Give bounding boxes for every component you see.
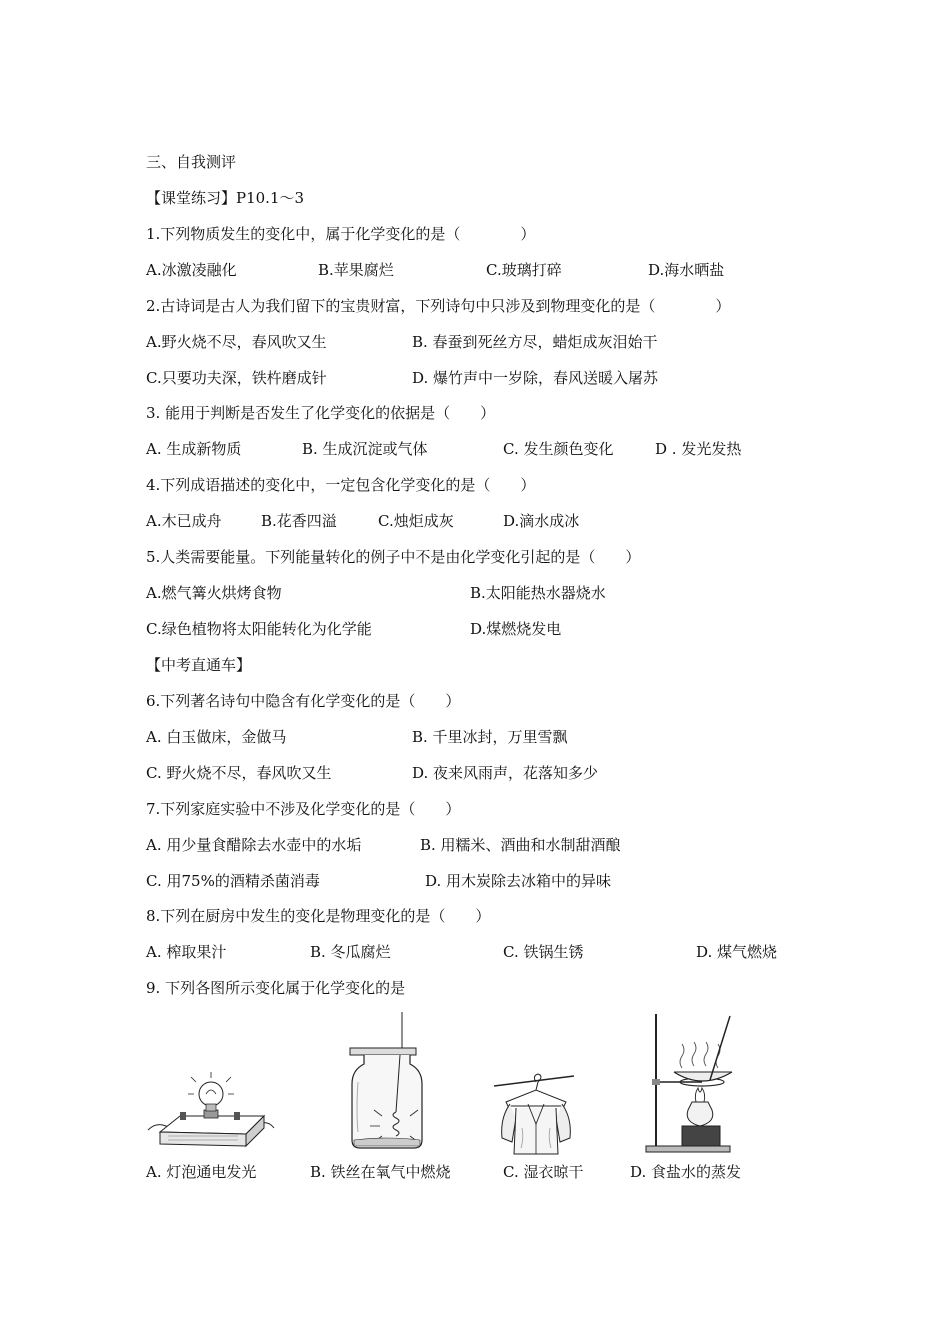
question-4-stem: 4.下列成语描述的变化中，一定包含化学变化的是（ ）: [146, 476, 536, 494]
question-5-option-c[interactable]: C.绿色植物将太阳能转化为化学能: [146, 620, 372, 638]
question-3-option-d[interactable]: D . 发光发热: [655, 440, 742, 458]
question-5-option-b[interactable]: B.太阳能热水器烧水: [470, 584, 606, 602]
question-1-option-a[interactable]: A.冰激凌融化: [146, 261, 237, 279]
question-8-option-d[interactable]: D. 煤气燃烧: [696, 943, 778, 961]
question-4-option-a[interactable]: A.木已成舟: [146, 512, 222, 530]
question-6-option-d[interactable]: D. 夜来风雨声，花落知多少: [412, 764, 599, 782]
question-7-option-a[interactable]: A. 用少量食醋除去水壶中的水垢: [146, 836, 362, 854]
question-5-option-a[interactable]: A.燃气篝火烘烤食物: [146, 584, 282, 602]
question-1-option-c[interactable]: C.玻璃打碎: [486, 261, 562, 279]
question-7-option-b[interactable]: B. 用糯米、酒曲和水制甜酒酿: [420, 836, 621, 854]
section-title: 三、自我测评: [146, 153, 237, 171]
question-8-stem: 8.下列在厨房中发生的变化是物理变化的是（ ）: [146, 907, 491, 925]
evaporating-salt-water-figure: [640, 1010, 750, 1155]
question-5-stem: 5.人类需要能量。下列能量转化的例子中不是由化学变化引起的是（ ）: [146, 548, 641, 566]
question-3-option-a[interactable]: A. 生成新物质: [146, 440, 242, 458]
question-3-option-b[interactable]: B. 生成沉淀或气体: [302, 440, 428, 458]
question-2-option-d[interactable]: D. 爆竹声中一岁除，春风送暖入屠苏: [412, 369, 659, 387]
question-8-option-a[interactable]: A. 榨取果汁: [146, 943, 227, 961]
question-7-option-c[interactable]: C. 用75%的酒精杀菌消毒: [146, 872, 320, 890]
light-bulb-figure: [146, 1072, 276, 1152]
question-6-option-c[interactable]: C. 野火烧不尽，春风吹又生: [146, 764, 332, 782]
question-3-option-c[interactable]: C. 发生颜色变化: [503, 440, 614, 458]
question-9-option-a[interactable]: A. 灯泡通电发光: [146, 1163, 257, 1181]
question-9-stem: 9. 下列各图所示变化属于化学变化的是: [146, 979, 406, 997]
question-9-option-c[interactable]: C. 湿衣晾干: [503, 1163, 584, 1181]
question-9-option-d[interactable]: D. 食盐水的蒸发: [630, 1163, 742, 1181]
question-2-stem: 2.古诗词是古人为我们留下的宝贵财富，下列诗句中只涉及到物理变化的是（ ）: [146, 297, 731, 315]
question-1-option-d[interactable]: D.海水晒盐: [648, 261, 725, 279]
question-8-option-b[interactable]: B. 冬瓜腐烂: [310, 943, 391, 961]
question-6-option-a[interactable]: A. 白玉做床，金做马: [146, 728, 287, 746]
question-3-stem: 3. 能用于判断是否发生了化学变化的依据是（ ）: [146, 404, 496, 422]
question-2-option-a[interactable]: A.野火烧不尽，春风吹又生: [146, 333, 327, 351]
wet-clothes-figure: [492, 1068, 576, 1158]
exam-practice-header: 【中考直通车】: [146, 656, 252, 674]
question-1-stem: 1.下列物质发生的变化中，属于化学变化的是（ ）: [146, 225, 536, 243]
question-2-option-b[interactable]: B. 春蚕到死丝方尽，蜡炬成灰泪始干: [412, 333, 658, 351]
question-9-option-b[interactable]: B. 铁丝在氧气中燃烧: [310, 1163, 451, 1181]
question-5-option-d[interactable]: D.煤燃烧发电: [470, 620, 562, 638]
classroom-practice-header: 【课堂练习】P10.1～3: [146, 189, 305, 207]
question-7-option-d[interactable]: D. 用木炭除去冰箱中的异味: [425, 872, 612, 890]
question-4-option-d[interactable]: D.滴水成冰: [503, 512, 580, 530]
question-6-stem: 6.下列著名诗句中隐含有化学变化的是（ ）: [146, 692, 461, 710]
question-4-option-c[interactable]: C.烛炬成灰: [378, 512, 454, 530]
question-4-option-b[interactable]: B.花香四溢: [261, 512, 337, 530]
iron-wire-in-oxygen-figure: [344, 1012, 428, 1152]
question-7-stem: 7.下列家庭实验中不涉及化学变化的是（ ）: [146, 800, 461, 818]
question-6-option-b[interactable]: B. 千里冰封，万里雪飘: [412, 728, 568, 746]
question-2-option-c[interactable]: C.只要功夫深，铁杵磨成针: [146, 369, 327, 387]
question-1-option-b[interactable]: B.苹果腐烂: [318, 261, 394, 279]
question-8-option-c[interactable]: C. 铁锅生锈: [503, 943, 584, 961]
